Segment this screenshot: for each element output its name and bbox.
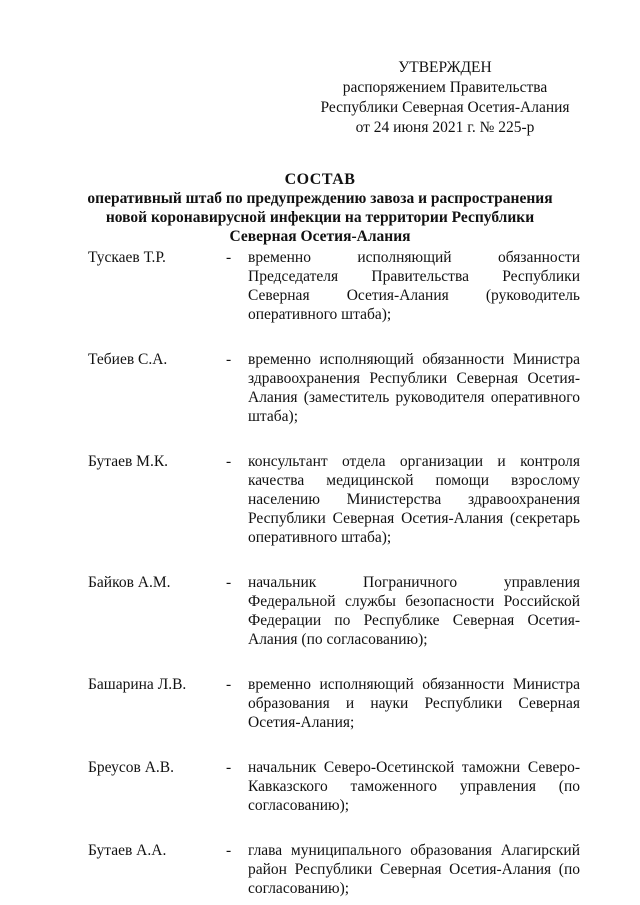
member-name: Бутаев М.К. — [88, 453, 169, 470]
approval-issuer: распоряжением Правительства — [342, 79, 548, 96]
member-row — [88, 675, 580, 732]
member-role: временно исполняющий обязанности Министра образования и науки Республики Северная Осетия-Алания; — [248, 676, 580, 731]
member-role: консультант отдела организации и контроля качества медицинской помощи взрослому населению Министерства здравоохранения Республики Северная Осетия-Алания (секретарь оперативного штаба); — [248, 453, 580, 546]
member-row — [88, 452, 580, 547]
member-dash: - — [226, 249, 232, 266]
member-role: начальник Пограничного управления Федеральной службы безопасности Российской Федерации по Республике Северная Осетия-Алания (по согласованию); — [248, 574, 580, 648]
document-subtitle: оперативный штаб по предупреждению завоза и распространения новой коронавирусной инфекции на территории Республики Северная Осетия-Алания — [87, 190, 553, 245]
member-role: временно исполняющий обязанности Председателя Правительства Республики Северная Осетия-Алания (руководитель оперативного штаба); — [248, 249, 580, 323]
member-row — [88, 758, 580, 815]
member-role: временно исполняющий обязанности Министра здравоохранения Республики Северная Осетия-Алания (заместитель руководителя оперативного штаба); — [248, 351, 580, 425]
member-name: Тускаев Т.Р. — [88, 249, 166, 266]
member-row — [88, 248, 580, 324]
member-dash: - — [226, 351, 232, 368]
member-dash: - — [226, 574, 232, 591]
approval-stamp-block — [300, 58, 590, 138]
members-list — [88, 248, 580, 898]
member-role: начальник Северо-Осетинской таможни Северо-Кавказского таможенного управления (по согласованию); — [248, 759, 580, 814]
approval-republic: Республики Северная Осетия-Алания — [320, 99, 570, 116]
member-dash: - — [226, 676, 232, 693]
member-name: Башарина Л.В. — [88, 676, 187, 693]
document-title: СОСТАВ — [284, 171, 356, 188]
member-row — [88, 350, 580, 426]
member-dash: - — [226, 453, 232, 470]
member-row — [88, 841, 580, 898]
member-row — [88, 573, 580, 649]
approval-date-number: от 24 июня 2021 г. № 225-р — [355, 119, 535, 136]
member-name: Тебиев С.А. — [88, 351, 168, 368]
document-title-block — [80, 170, 560, 246]
member-name: Байков А.М. — [88, 574, 171, 591]
member-dash: - — [226, 842, 232, 859]
member-role: глава муниципального образования Алагирский район Республики Северная Осетия-Алания (по согласованию); — [248, 842, 580, 897]
member-dash: - — [226, 759, 232, 776]
member-name: Бутаев А.А. — [88, 842, 167, 859]
member-name: Бреусов А.В. — [88, 759, 174, 776]
approval-heading: УТВЕРЖДЕН — [398, 59, 492, 76]
